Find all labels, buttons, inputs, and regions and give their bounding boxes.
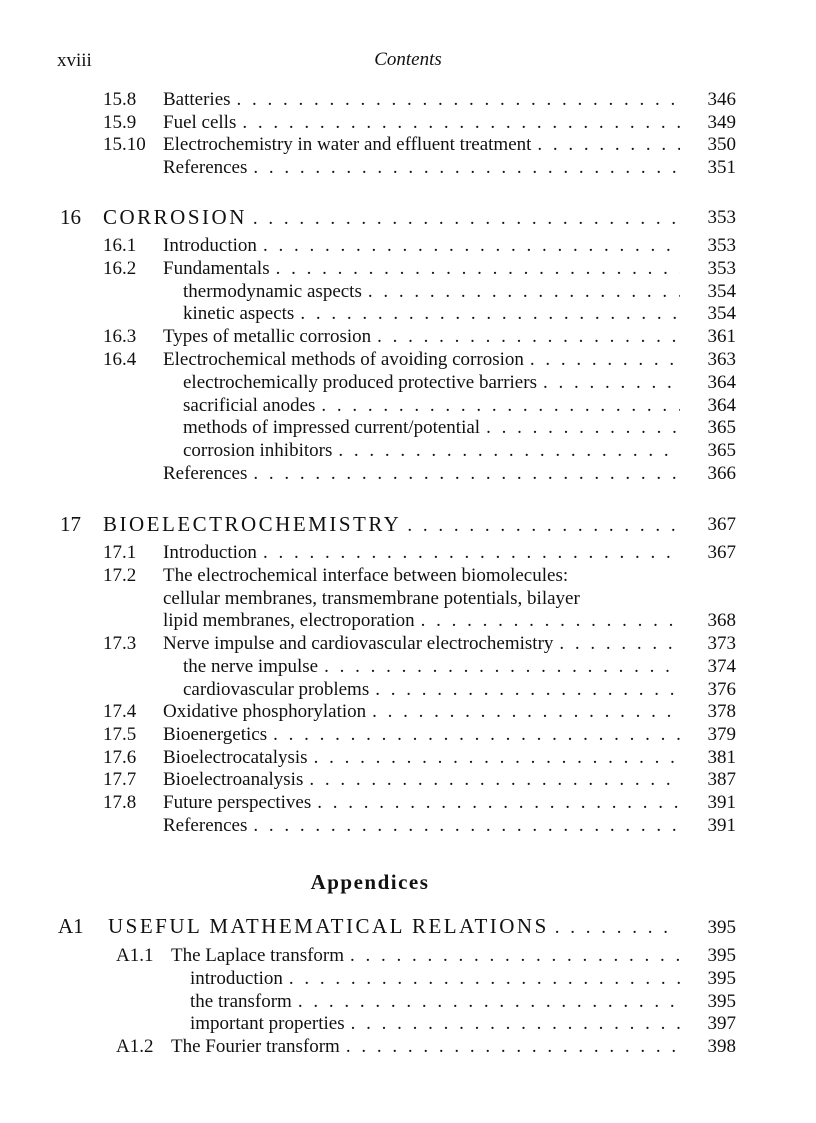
toc-entry-number: 17.7 [103, 769, 137, 790]
dot-leader [317, 791, 680, 815]
dot-leader [253, 207, 680, 231]
toc-entry-title: Bioelectrocatalysis [163, 747, 308, 768]
toc-entry-page: 373 [707, 633, 736, 654]
toc-entry[interactable] [163, 791, 688, 815]
dot-leader [289, 967, 680, 991]
toc-subentry[interactable] [183, 655, 688, 679]
toc-entry-number: 17.4 [103, 701, 137, 722]
toc-entry-title: The Fourier transform [171, 1036, 340, 1057]
toc-entry-page: 376 [707, 679, 736, 700]
toc-entry[interactable] [163, 348, 688, 372]
toc-entry-number: 16.1 [103, 235, 137, 256]
toc-entry[interactable] [171, 944, 688, 968]
toc-entry-title: Future perspectives [163, 792, 312, 813]
chapter-heading[interactable] [103, 205, 688, 229]
toc-entry-title: thermodynamic aspects [183, 281, 362, 302]
toc-entry-title: References [163, 157, 248, 178]
toc-entry-title-line1: The electrochemical interface between biomolecules: [163, 565, 569, 586]
toc-entry-title: Electrochemistry in water and effluent treatment [163, 134, 532, 155]
toc-entry-page: 365 [707, 440, 736, 461]
dot-leader [555, 916, 680, 940]
toc-entry-title: introduction [190, 968, 283, 989]
chapter-number: 17 [60, 512, 81, 536]
toc-entry-references[interactable] [163, 156, 688, 180]
dot-leader [338, 439, 680, 463]
toc-subentry[interactable] [183, 394, 688, 418]
toc-entry-number: 17.1 [103, 542, 137, 563]
toc-entry-number: 17.5 [103, 724, 137, 745]
toc-entry[interactable] [163, 111, 688, 135]
toc-entry[interactable] [163, 700, 688, 724]
toc-entry-page: 353 [707, 235, 736, 256]
toc-entry-title: the nerve impulse [183, 656, 319, 677]
toc-entry-title: Bioelectroanalysis [163, 769, 304, 790]
toc-entry-page: 363 [707, 349, 736, 370]
dot-leader [543, 371, 680, 395]
toc-entry-title: Batteries [163, 89, 231, 110]
toc-entry-page: 365 [707, 417, 736, 438]
toc-subentry[interactable] [190, 990, 688, 1014]
toc-entry-title: The Laplace transform [171, 945, 345, 966]
appendix-title: USEFUL MATHEMATICAL RELATIONS [108, 914, 549, 938]
toc-entry-number: 16.4 [103, 349, 137, 370]
toc-entry-page: 379 [707, 724, 736, 745]
dot-leader [273, 723, 680, 747]
toc-entry-title-line2: cellular membranes, transmembrane potentials, bilayer [163, 588, 580, 609]
toc-entry-page: 364 [707, 372, 736, 393]
toc-entry-number: 17.6 [103, 747, 137, 768]
running-title: Contents [374, 49, 442, 70]
toc-entry-page: 354 [707, 281, 736, 302]
appendix-page: 395 [707, 917, 736, 938]
dot-leader [537, 133, 680, 157]
toc-subentry[interactable] [183, 416, 688, 440]
dot-leader [237, 88, 680, 112]
toc-entry-title: Introduction [163, 542, 257, 563]
appendix-heading[interactable] [108, 914, 688, 938]
chapter-page: 367 [707, 514, 736, 535]
toc-entry[interactable] [163, 632, 688, 656]
dot-leader [350, 944, 680, 968]
toc-entry-title: Fundamentals [163, 258, 270, 279]
toc-entry-page: 397 [707, 1013, 736, 1034]
toc-entry-title: the transform [190, 991, 292, 1012]
toc-entry-title: Oxidative phosphorylation [163, 701, 367, 722]
dot-leader [346, 1035, 680, 1059]
toc-entry-page: 367 [707, 542, 736, 563]
toc-entry-number: 17.2 [103, 565, 137, 586]
toc-entry-page: 351 [707, 157, 736, 178]
toc-subentry[interactable] [183, 280, 688, 304]
toc-entry-title: methods of impressed current/potential [183, 417, 481, 438]
toc-entry-page: 346 [707, 89, 736, 110]
dot-leader [351, 1012, 680, 1036]
toc-entry[interactable] [163, 133, 688, 157]
toc-entry-page: 391 [707, 815, 736, 836]
toc-entry-number: 15.8 [103, 89, 137, 110]
toc-subentry[interactable] [183, 302, 688, 326]
toc-entry-title: kinetic aspects [183, 303, 295, 324]
toc-entry[interactable] [163, 325, 688, 349]
toc-entry-title: cardiovascular problems [183, 679, 370, 700]
toc-entry-title: electrochemically produced protective barriers [183, 372, 537, 393]
toc-entry-title: corrosion inhibitors [183, 440, 333, 461]
toc-entry-page: 391 [707, 792, 736, 813]
chapter-heading[interactable] [103, 512, 688, 536]
toc-entry-page: 361 [707, 326, 736, 347]
toc-entry-number: A1.2 [116, 1036, 154, 1057]
dot-leader [300, 302, 680, 326]
toc-entry-page: 398 [707, 1036, 736, 1057]
dot-leader [309, 768, 680, 792]
toc-entry-number: A1.1 [116, 945, 154, 966]
toc-entry-page: 395 [707, 945, 736, 966]
toc-subentry[interactable] [190, 1012, 688, 1036]
toc-entry-title: Electrochemical methods of avoiding corrosion [163, 349, 524, 370]
toc-entry-title: Nerve impulse and cardiovascular electrochemistry [163, 633, 554, 654]
toc-entry-page: 350 [707, 134, 736, 155]
dot-leader [242, 111, 680, 135]
toc-entry-page: 378 [707, 701, 736, 722]
chapter-number: 16 [60, 205, 81, 229]
toc-entry[interactable] [171, 1035, 688, 1059]
chapter-title: CORROSION [103, 205, 247, 229]
toc-entry[interactable] [163, 88, 688, 112]
toc-entry-page: 364 [707, 395, 736, 416]
toc-entry[interactable] [163, 723, 688, 747]
toc-entry[interactable] [163, 257, 688, 281]
toc-entry-title: References [163, 815, 248, 836]
toc-entry-title: important properties [190, 1013, 345, 1034]
toc-entry-number: 16.2 [103, 258, 137, 279]
toc-entry-title: References [163, 463, 248, 484]
toc-entry-references[interactable] [163, 462, 688, 486]
toc-entry[interactable] [163, 746, 688, 770]
page-number-roman: xviii [57, 50, 92, 71]
dot-leader [321, 394, 680, 418]
toc-subentry[interactable] [183, 371, 688, 395]
toc-entry[interactable] [163, 234, 688, 258]
toc-entry-number: 16.3 [103, 326, 137, 347]
toc-entry-title: sacrificial anodes [183, 395, 316, 416]
dot-leader [298, 990, 680, 1014]
chapter-page: 353 [707, 207, 736, 228]
dot-leader [375, 678, 680, 702]
toc-entry-page: 395 [707, 968, 736, 989]
toc-entry-number: 17.8 [103, 792, 137, 813]
toc-entry-page: 353 [707, 258, 736, 279]
toc-entry-page: 374 [707, 656, 736, 677]
toc-entry-title: Introduction [163, 235, 257, 256]
toc-entry-title: Types of metallic corrosion [163, 326, 372, 347]
toc-entry-references[interactable] [163, 814, 688, 838]
toc-entry-page: 395 [707, 991, 736, 1012]
appendices-heading: Appendices [310, 870, 430, 894]
dot-leader [314, 746, 680, 770]
dot-leader [368, 280, 680, 304]
toc-entry-page: 368 [707, 610, 736, 631]
dot-leader [253, 814, 680, 838]
toc-entry-number: 17.3 [103, 633, 137, 654]
chapter-title: BIOELECTROCHEMISTRY [103, 512, 402, 536]
toc-entry[interactable] [163, 768, 688, 792]
toc-entry-title: lipid membranes, electroporation [163, 610, 415, 631]
toc-entry-page: 354 [707, 303, 736, 324]
toc-entry-number: 15.9 [103, 112, 137, 133]
toc-entry-page: 387 [707, 769, 736, 790]
dot-leader [407, 514, 680, 538]
toc-subentry[interactable] [190, 967, 688, 991]
dot-leader [372, 700, 680, 724]
dot-leader [276, 257, 680, 281]
toc-entry[interactable] [163, 541, 688, 565]
toc-entry-page: 381 [707, 747, 736, 768]
dot-leader [530, 348, 680, 372]
toc-subentry[interactable] [183, 439, 688, 463]
toc-entry-title: Bioenergetics [163, 724, 268, 745]
dot-leader [324, 655, 680, 679]
dot-leader [263, 541, 680, 565]
toc-entry-number: 15.10 [103, 134, 146, 155]
toc-entry-title: Fuel cells [163, 112, 237, 133]
dot-leader [253, 462, 680, 486]
toc-entry-page: 349 [707, 112, 736, 133]
dot-leader [559, 632, 680, 656]
appendix-number: A1 [58, 914, 84, 938]
dot-leader [486, 416, 680, 440]
toc-subentry[interactable] [183, 678, 688, 702]
toc-entry-page: 366 [707, 463, 736, 484]
dot-leader [263, 234, 680, 258]
dot-leader [377, 325, 680, 349]
dot-leader [253, 156, 680, 180]
toc-entry[interactable] [163, 609, 688, 633]
dot-leader [421, 609, 680, 633]
